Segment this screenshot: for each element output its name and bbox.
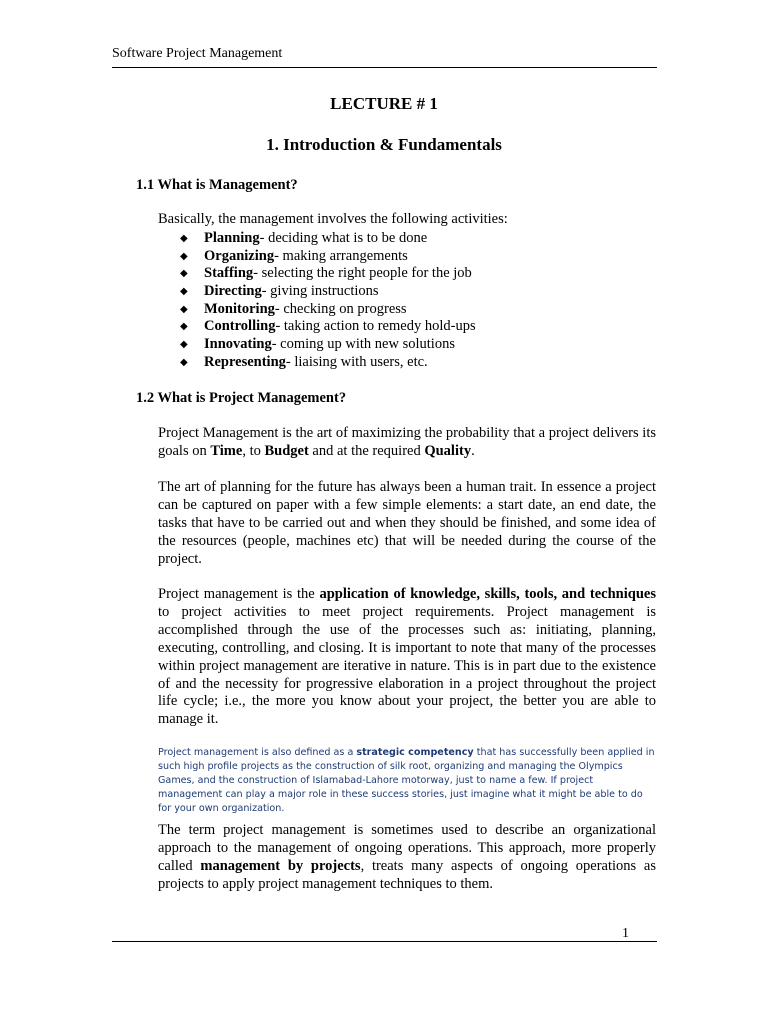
diamond-bullet-icon: ◆ bbox=[180, 268, 188, 280]
lecture-title: LECTURE # 1 bbox=[330, 94, 438, 113]
strategic-competency-callout: Project management is also defined as a strategic competency that has successfully been applied in such high profile projects as the construction of silk root, organizing and managing the Olympics Games, and the construction of Islamabad-Lahore motorway, just to name a few. If project management can play a major role in these success stories, just imagine what it might be able to do for your own organization. bbox=[158, 747, 655, 814]
list-item: ◆ Staffing- selecting the right people for the job bbox=[180, 265, 472, 282]
activities-intro: Basically, the management involves the following activities: bbox=[158, 211, 508, 227]
activities-list bbox=[180, 230, 476, 372]
diamond-bullet-icon: ◆ bbox=[180, 339, 188, 351]
list-item: ◆ Planning- deciding what is to be done bbox=[180, 230, 428, 246]
page-number: 1 bbox=[622, 926, 629, 941]
chapter-title: 1. Introduction & Fundamentals bbox=[266, 135, 502, 154]
running-header: Software Project Management bbox=[112, 46, 283, 61]
management-by-projects-paragraph: The term project management is sometimes used to describe an organizational approach to the management of ongoing operations. This approach, more properly called management by projects, treats many aspects of ongoing operations as projects to apply project management techniques to them. bbox=[158, 822, 656, 892]
list-item: ◆ Organizing- making arrangements bbox=[180, 247, 408, 264]
diamond-bullet-icon: ◆ bbox=[180, 286, 188, 298]
list-item: ◆ Controlling- taking action to remedy hold-ups bbox=[180, 318, 476, 335]
header-rule bbox=[112, 67, 657, 68]
diamond-bullet-icon: ◆ bbox=[180, 233, 188, 244]
diamond-bullet-icon: ◆ bbox=[180, 321, 188, 333]
footer-rule bbox=[112, 941, 657, 942]
section-heading-1-2: 1.2 What is Project Management? bbox=[136, 390, 347, 406]
pm-definition-paragraph: Project Management is the art of maximizing the probability that a project delivers its goals on Time, to Budget and at the required Quality. bbox=[158, 425, 656, 459]
diamond-bullet-icon: ◆ bbox=[180, 303, 188, 315]
list-item: ◆ Representing- liaising with users, etc. bbox=[180, 353, 428, 370]
pm-application-paragraph: Project management is the application of knowledge, skills, tools, and techniques to project activities to meet project requirements. Project management is accomplished through the use of the processes such as: initiating, planning, executing, controlling, and closing. It is important to note that many of the processes within project management are iterative in nature. This is in part due to the existence of and the necessity for progressive elaboration in a project throughout the project life cycle; i.e., the more you know about your project, the better you are able to manage it. bbox=[158, 586, 656, 728]
list-item: ◆ Monitoring- checking on progress bbox=[180, 300, 407, 317]
list-item: ◆ Innovating- coming up with new solutions bbox=[180, 336, 455, 353]
planning-paragraph: The art of planning for the future has always been a human trait. In essence a project can be captured on paper with a few simple elements: a start date, an end date, the tasks that have to be carried out and when they should be finished, and some idea of the resources (people, machines etc) that will be needed during the course of the project. bbox=[158, 479, 656, 567]
section-heading-1-1: 1.1 What is Management? bbox=[136, 177, 298, 193]
diamond-bullet-icon: ◆ bbox=[180, 250, 188, 262]
list-item: ◆ Directing- giving instructions bbox=[180, 283, 379, 300]
diamond-bullet-icon: ◆ bbox=[180, 356, 188, 368]
